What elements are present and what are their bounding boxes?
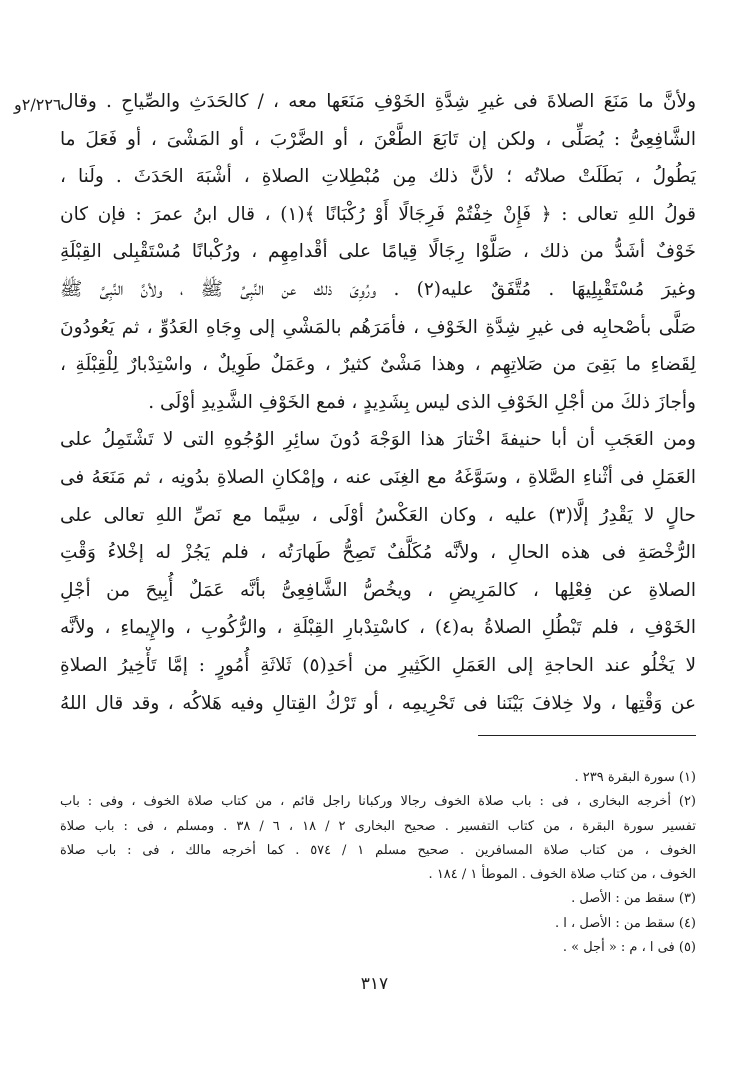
text-line: يَطُولُ ، بَطَلَتْ صلاتُه ؛ لأنَّ ذلك مِن مُبْطِلاتِ الصلاةِ ، أشْبَهَ الحَدَثَ . ولَنا ، [60, 166, 696, 188]
manuscript-folio-marker: ۲۲٦/۲و [14, 95, 62, 114]
footnote-continuation: الخوف ، من كتاب صلاة الخوف . الموطأ ١ / ١٨٤ . [428, 867, 696, 883]
page-number: ٣١٧ [360, 974, 389, 994]
text-line: صَلَّى بأصْحابِه فى غيرِ شِدَّةِ الخَوْفِ ، فأمَرَهُم بالمَشْىِ إلى وِجَاهِ العَدُوِّ ، ثم يَعُودُونَ [60, 316, 696, 338]
footnotes [60, 766, 696, 960]
text-line: الرُّخْصَةِ فى هذه الحالِ ، ولأنَّه مُكَلَّفٌ تَصِحُّ طَهارَتُه ، فلم يَجُزْ له إخْلاءُ وَقْتِ [60, 542, 696, 564]
text-line: العَمَلِ فى أثْناءِ الصَّلاةِ ، وسَوَّغَهُ مع الغِنَى عنه ، وإمْكانِ الصلاةِ بدُونِه ، ثم مَنَعَهُ فى [60, 466, 696, 488]
text-line: الشَّافِعِىُّ : يُصَلِّى ، ولكن إن تَابَعَ الطَّعْنَ ، أو الضَّرْبَ ، أو المَشْىَ ، أو فَعَلَ ما [60, 128, 696, 150]
footnote: (١) سورة البقرة ٢٣٩ . [574, 770, 696, 785]
footnote-continuation: تفسير سورة البقرة ، من كتاب التفسير . صحيح البخارى ٢ / ١٨ ، ٦ / ٣٨ . ومسلم ، فى : باب صلاة [60, 818, 696, 834]
main-text [60, 83, 696, 722]
footnote: (٤) سقط من : الأصل ، ا . [555, 915, 696, 931]
text-line: الخَوْفِ ، فلم تَبْطُلِ الصلاةُ به(٤) ، كاسْتِدْبارِ القِبْلَةِ ، والرُّكُوبِ ، والإِيماءِ ، ولأنَّه [60, 617, 696, 639]
footnote: (٣) سقط من : الأصل . [571, 891, 696, 907]
footnote-separator [478, 735, 696, 736]
text-line: وغيرَ مُسْتَقْبِلِيهَا . مُتَّفَقٌ عليه(٢) . ورُوِىَ ذلك عن النَّبِىِّ ﷺ ، ولأنَّ النَّبِىَّ ﷺ [60, 278, 696, 300]
footnote: (٢) أخرجه البخارى ، فى : باب صلاة الخوف رجالا وركبانا راجل قائم ، من كتاب صلاة الخوف ، وفى : باب [60, 794, 696, 810]
text-line: ولأنَّ ما مَنَعَ الصلاةَ فى غيرِ شِدَّةِ الخَوْفِ مَنَعَها معه ، / كالحَدَثِ والصِّياحِ . وقال [60, 91, 696, 112]
text-line: لا يَخْلُو عند الحاجةِ إلى العَمَلِ الكَثِيرِ من أحَدِ(٥) ثَلاثَةِ أُمُورٍ : إمَّا تَأْخِيرُ الصلاةِ [60, 654, 696, 676]
text-line: الصلاةِ عن فِعْلِها ، كالمَرِيضِ ، ويخُصُّ الشَّافِعِىُّ بأنَّه عَمَلٌ أُبِيحَ من أجْلِ [60, 579, 696, 601]
text-line: حالٍ لا يَقْدِرُ إلَّا(٣) عليه ، وكان العَكْسُ أوْلَى ، سِيَّما مع نَصِّ اللهِ تعالى على [60, 504, 696, 526]
text-line: وأجازَ ذلكَ من أجْلِ الخَوْفِ الذى ليس بِشَدِيدٍ ، فمع الخَوْفِ الشَّدِيدِ أوْلَى . [148, 391, 696, 413]
text-line: عن وَقْتِها ، ولا خِلافَ بَيْنَنا فى تَحْرِيمِه ، أو تَرْكُ القِتالِ وفيه هَلاكُه ، وقد قال اللهُ [60, 692, 696, 714]
text-line: قولُ اللهِ تعالى : ﴿ فَإِنْ خِفْتُمْ فَرِجَالًا أَوْ رُكْبَانًا ﴾(١) ، قال ابنُ عمرَ : فإن كان [60, 203, 696, 225]
text-line: لِقَضاءِ ما بَقِىَ من صَلاتِهِم ، وهذا مَشْىٌ كثيرٌ ، وعَمَلٌ طَوِيلٌ ، واسْتِدْبارٌ لِلْقِبْلَةِ ، [60, 354, 696, 376]
text-line: خَوْفٌ أشَدُّ من ذلك ، صَلَّوْا رِجَالًا قِيامًا على أقْدامِهِم ، ورُكْبانًا مُسْتَقْبِلى القِبْلَةِ [60, 241, 696, 263]
text-line: ومن العَجَبِ أن أبا حنيفةَ اخْتارَ هذا الوَجْهَ دُونَ سائِرِ الوُجُوهِ التى لا تَشْتَمِلُ على [60, 429, 696, 451]
footnote: (٥) فى ا ، م : « أجل » . [562, 940, 696, 956]
footnote-continuation: الخوف ، من كتاب صلاة المسافرين . صحيح مسلم ١ / ٥٧٤ . كما أخرجه مالك ، فى : باب صلاة [60, 842, 696, 858]
